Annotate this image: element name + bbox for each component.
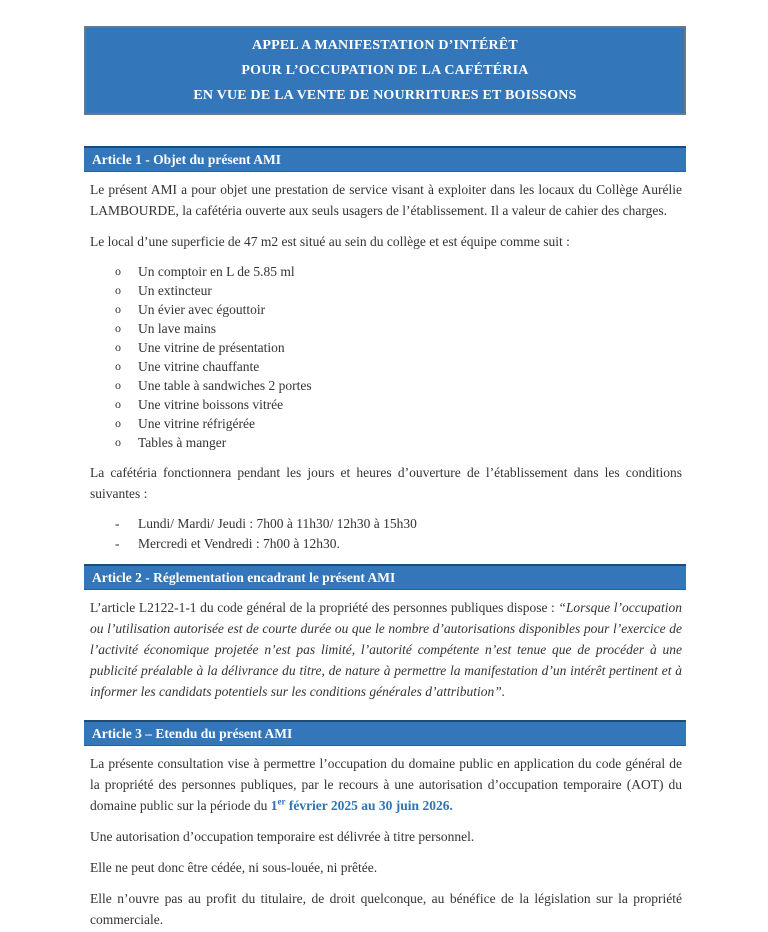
date-range-text: février 2025 au 30 juin 2026.	[285, 798, 453, 813]
consultation-text: La présente consultation vise à permettre l’occupation du domaine public en application du code général de la propriété des personnes publiques, par le recours à une autorisation d’occupation temporaire (AOT) du domaine public sur la période du	[90, 756, 682, 813]
equipment-item	[115, 281, 686, 300]
article-3-paragraph-1	[90, 753, 682, 816]
equipment-item-label: Une vitrine boissons vitrée	[138, 397, 284, 412]
article-1-heading: Article 1 - Objet du présent AMI	[84, 146, 686, 172]
equipment-item	[115, 300, 686, 319]
date-ordinal-suffix: er	[277, 796, 286, 807]
opening-hours-list	[84, 514, 686, 554]
equipment-item-label: Un comptoir en L de 5.85 ml	[138, 264, 295, 279]
circle-bullet-icon: o	[115, 302, 121, 316]
equipment-item-label: Une vitrine réfrigérée	[138, 416, 255, 431]
dash-bullet-icon: -	[115, 516, 120, 531]
equipment-item	[115, 262, 686, 281]
equipment-item	[115, 433, 686, 452]
article-3-heading: Article 3 – Etendu du présent AMI	[84, 720, 686, 746]
legal-quote-text: “Lorsque l’occupation ou l’utilisation autorisée est de courte durée ou que le nombre d’autorisations disponibles pour l’exercice de l’activité économique projetée n’est pas limité, l’autorité compétente n’est tenue que de procéder à une publicité préalable à la délivrance du titre, de nature à permettre la manifestation d’un intérêt pertinent et à informer les candidats potentiels sur les conditions générales d’attribution”.	[90, 600, 682, 699]
title-line-1: APPEL A MANIFESTATION D’INTÉRÊT	[252, 38, 518, 53]
equipment-item-label: Une table à sandwiches 2 portes	[138, 378, 312, 393]
hours-item	[115, 514, 686, 534]
equipment-list	[84, 262, 686, 452]
article-3-paragraph-4: Elle n’ouvre pas au profit du titulaire, de droit quelconque, au bénéfice de la législation sur la propriété commerciale.	[90, 891, 682, 927]
article-1-paragraph-2: Le local d’une superficie de 47 m2 est situé au sein du collège et est équipe comme suit :	[90, 234, 570, 249]
circle-bullet-icon: o	[115, 321, 121, 335]
equipment-item	[115, 395, 686, 414]
equipment-item	[115, 376, 686, 395]
hours-item	[115, 534, 686, 554]
equipment-item-label: Une vitrine chauffante	[138, 359, 260, 374]
equipment-item-label: Un évier avec égouttoir	[138, 302, 266, 317]
article-1-paragraph-1: Le présent AMI a pour objet une prestation de service visant à exploiter dans les locaux du Collège Aurélie LAMBOURDE, la cafétéria ouverte aux seuls usagers de l’établissement. Il a valeur de cahier des charges.	[90, 182, 682, 218]
article-2-paragraph-1	[90, 597, 682, 702]
equipment-item	[115, 338, 686, 357]
circle-bullet-icon: o	[115, 340, 121, 354]
aot-period-date	[271, 798, 453, 813]
equipment-item-label: Un lave mains	[138, 321, 216, 336]
article-1-paragraph-3: La cafétéria fonctionnera pendant les jours et heures d’ouverture de l’établissement dans les conditions suivantes :	[90, 465, 682, 501]
circle-bullet-icon: o	[115, 264, 121, 278]
legal-reference-text: L’article L2122-1-1 du code général de la propriété des personnes publiques dispose :	[90, 600, 559, 615]
article-2-heading: Article 2 - Réglementation encadrant le présent AMI	[84, 564, 686, 590]
circle-bullet-icon: o	[115, 435, 121, 449]
equipment-item-label: Un extincteur	[138, 283, 212, 298]
circle-bullet-icon: o	[115, 283, 121, 297]
dash-bullet-icon: -	[115, 536, 120, 551]
hours-item-label: Mercredi et Vendredi : 7h00 à 12h30.	[138, 536, 340, 551]
equipment-item-label: Une vitrine de présentation	[138, 340, 285, 355]
equipment-item	[115, 357, 686, 376]
title-line-2: POUR L’OCCUPATION DE LA CAFÉTÉRIA	[241, 63, 529, 78]
equipment-item-label: Tables à manger	[138, 435, 227, 450]
document-title-block	[84, 26, 686, 115]
hours-item-label: Lundi/ Mardi/ Jeudi : 7h00 à 11h30/ 12h30 à 15h30	[138, 516, 417, 531]
circle-bullet-icon: o	[115, 359, 121, 373]
title-line-3: EN VUE DE LA VENTE DE NOURRITURES ET BOISSONS	[193, 88, 577, 103]
equipment-item	[115, 414, 686, 433]
circle-bullet-icon: o	[115, 397, 121, 411]
date-number: 1	[270, 798, 278, 813]
circle-bullet-icon: o	[115, 416, 121, 430]
article-3-paragraph-2: Une autorisation d’occupation temporaire est délivrée à titre personnel.	[90, 829, 475, 844]
article-3-paragraph-3: Elle ne peut donc être cédée, ni sous-louée, ni prêtée.	[90, 860, 378, 875]
circle-bullet-icon: o	[115, 378, 121, 392]
equipment-item	[115, 319, 686, 338]
